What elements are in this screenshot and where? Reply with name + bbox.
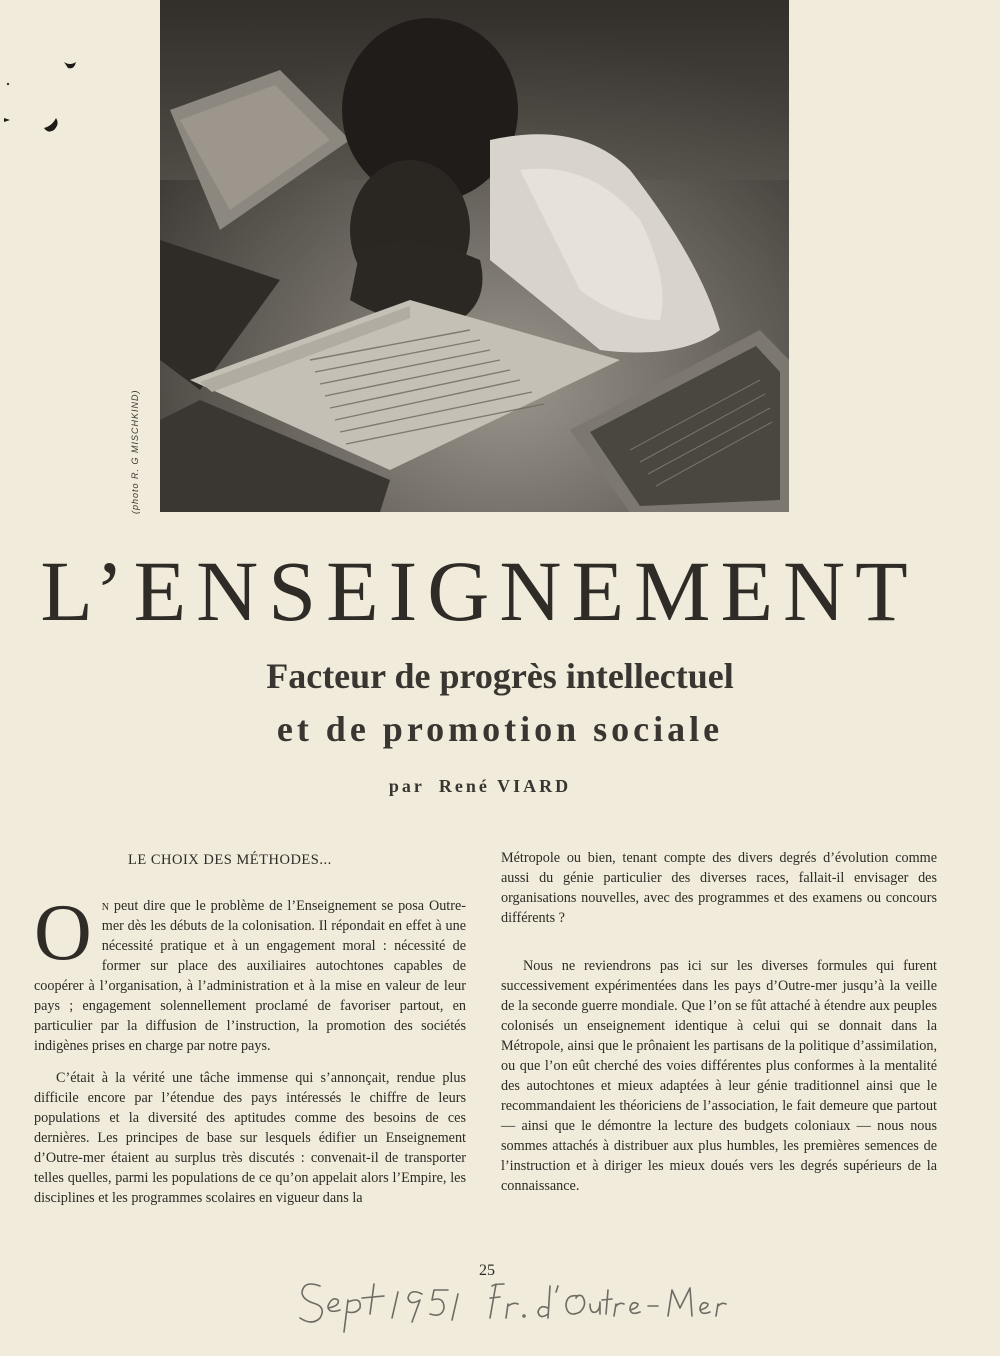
photo-credit-text: (photo R. G MISCHKIND) (130, 389, 140, 514)
article-subtitle-line1: Facteur de progrès intellectuel (266, 656, 734, 696)
section-heading: LE CHOIX DES MÉTHODES... (128, 852, 332, 868)
byline-prefix: par (388, 776, 425, 796)
page-number: 25 (479, 1262, 495, 1279)
classroom-photo (160, 0, 789, 512)
left-column (34, 889, 466, 1220)
drop-cap: O (34, 889, 92, 977)
byline-author: René VIARD (438, 776, 572, 796)
handwritten-annotation (296, 1272, 766, 1342)
byline (280, 776, 680, 797)
left-paragraph-1-text: peut dire que le problème de l’Enseignement se posa Outre-mer dès les débuts de la colonisation. Il répondait en effet à une nécessité pratique et à un engagement moral : nécessité de former sur place des auxiliaires autochtones capables de coopérer à l’organisation, à l’administration et à la mise en valeur de leur pays ; engagement solennellement proclamé de favoriser partout, en particulier par la diffusion de l’instruction, la promotion des sociétés indigènes prises en charge par notre pays. (34, 898, 466, 1054)
drop-cap-lead: n (101, 898, 110, 914)
right-column (501, 848, 937, 1208)
right-paragraph-1: Métropole ou bien, tenant compte des divers degrés d’évolution comme aussi du génie particulier des diverses races, fallait-il envisager des organisations nouvelles, avec des programmes et des examens ou concours différents ? (501, 850, 937, 926)
article-title: L’ENSEIGNEMENT (40, 543, 918, 639)
photo-credit (128, 376, 148, 516)
paper-marks (0, 40, 90, 150)
article-subtitle-line2: et de promotion sociale (276, 709, 724, 749)
left-paragraph-2: C’était à la vérité une tâche immense qui s’annonçait, rendue plus difficile encore par l’étendue des pays intéressés le chiffre de leurs populations et la diversité des aptitudes comme des besoins de ces dernières. Les principes de base sur lesquels édifier un Enseignement d’Outre-mer étaient au surplus très discutés : convenait-il de transporter telles quelles, parmi les populations de ce qu’on appelait alors l’Empire, les disciplines et les programmes scolaires en vigueur dans la (34, 1070, 466, 1206)
right-paragraph-2: Nous ne reviendrons pas ici sur les diverses formules qui furent successivement expérimentées dans les pays d’Outre-mer jusqu’à la veille de la seconde guerre mondiale. Que l’on se fût attaché à étendre aux peuples colonisés un enseignement identique à celui qui se donnait dans la Métropole, ainsi que le prônaient les partisans de la politique d’assimilation, ou que l’on eût cherché des voies différentes plus conformes à la mentalité des autochtones et mieux adaptées à leur génie traditionnel ainsi que le recommandaient les théoriciens de l’association, le fait demeure que partout — ainsi que le démontre la lecture des budgets coloniaux — nous nous sommes attachés à distribuer aux plus humbles, les premières semences de l’instruction et à diriger les mieux doués vers les degrés supérieurs de la connaissance. (501, 958, 937, 1194)
left-paragraph-1 (34, 889, 466, 1056)
